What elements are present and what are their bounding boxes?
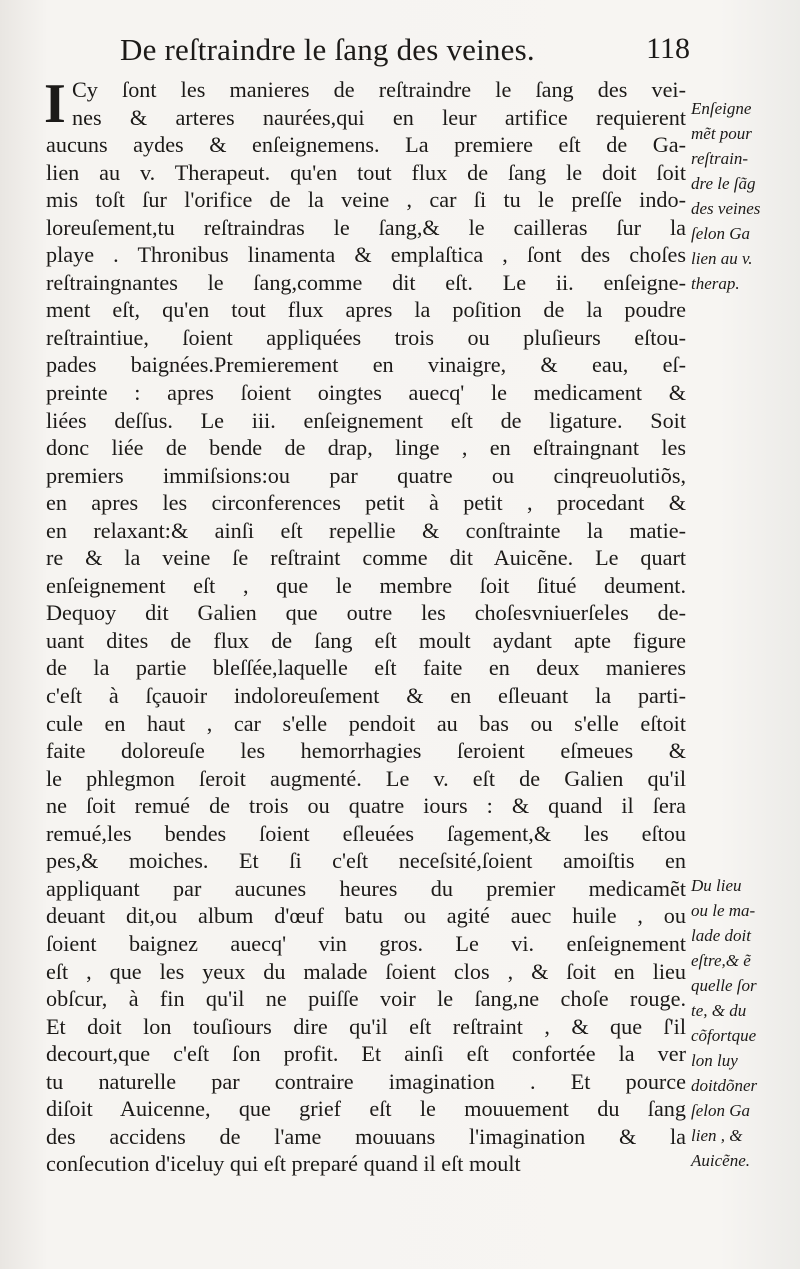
text-line: loreuſement,tu reſtraindras le ſang,& le cailleras ſur la	[46, 214, 686, 240]
text-line: aucuns aydes & enſeignemens. La premiere eſt de Ga-	[46, 132, 686, 158]
text-line: premiers immiſsions:ou par quatre ou cinqreuolutiõs,	[46, 462, 686, 488]
text-line: remué,les bendes ſoient eſleuées ſagement,& les eſtou	[46, 820, 686, 846]
text-line: donc liée de bende de drap, linge , en eſtraingnant les	[46, 435, 686, 461]
note-line: des veines	[691, 199, 761, 218]
note-line: lade doit	[691, 926, 751, 945]
text-line: ſoient baignez auecq' vin gros. Le vi. enſeignement	[46, 930, 686, 956]
text-line: liées deſſus. Le iii. enſeignement eſt de ligature. Soit	[46, 407, 686, 433]
note-line: dre le ſãg	[691, 174, 756, 193]
text-line: le phlegmon ſeroit augmenté. Le v. eſt de Galien qu'il	[46, 765, 686, 791]
text-line: de la partie bleſſée,laquelle eſt faite en deux manieres	[46, 655, 686, 681]
text-line: re & la veine ſe reſtraint comme dit Auicẽne. Le quart	[46, 545, 686, 571]
note-line: ſelon Ga	[691, 1101, 751, 1120]
note-line: quelle ſor	[691, 976, 757, 995]
text-line: mis toſt ſur l'orifice de la veine , car ſi tu le preſſe indo-	[46, 187, 686, 213]
text-line: reſtraintiue, ſoient appliquées trois ou pluſieurs eſtou-	[46, 324, 686, 350]
text-line: nes & arteres naurées,qui en leur artifice requierent	[72, 104, 686, 130]
note-line: mẽt pour	[691, 124, 752, 143]
text-line: lien au v. Therapeut. qu'en tout flux de ſang le doit ſoit	[46, 159, 686, 185]
page-header	[110, 28, 690, 70]
note-line: ſelon Ga	[691, 224, 751, 243]
text-line: conſecution d'iceluy qui eſt preparé quand il eſt moult	[46, 1151, 521, 1177]
text-line: cule en haut , car s'elle pendoit au bas ou s'elle eſtoit	[46, 710, 686, 736]
note-line: lien au v.	[691, 249, 753, 268]
text-line: tu naturelle par contraire imagination . Et pource	[46, 1068, 686, 1094]
note-line: therap.	[691, 274, 740, 293]
note-line: doitdõner	[691, 1076, 758, 1095]
note-line: Enſeigne	[691, 99, 752, 118]
text-line: diſoit Auicenne, que grief eſt le mouuement du ſang	[46, 1096, 686, 1122]
text-line: preinte : apres ſoient oingtes auecq' le medicament &	[46, 380, 686, 406]
note-line: lien , &	[691, 1126, 743, 1145]
text-line: eſt , que les yeux du malade ſoient clos , & ſoit en lieu	[46, 958, 686, 984]
margin-note-patient-place	[691, 873, 796, 1173]
note-line: cõfortque	[691, 1026, 757, 1045]
text-line: Dequoy dit Galien que outre les choſesvniuerſeles de-	[46, 600, 686, 626]
text-line: des accidens de l'ame mouuans l'imagination & la	[46, 1123, 686, 1149]
text-line: decourt,que c'eſt ſon profit. Et ainſi eſt confortée la ver	[46, 1041, 686, 1067]
note-line: Auicẽne.	[691, 1151, 750, 1170]
text-line: en relaxant:& ainſi eſt repellie & conſtrainte la matie-	[46, 517, 686, 543]
text-line: Et doit lon touſiours dire qu'il eſt reſtraint , & que ſ'il	[46, 1013, 686, 1039]
note-line: lon luy	[691, 1051, 738, 1070]
text-line: ment eſt, qu'en tout flux apres la poſition de la poudre	[46, 297, 686, 323]
text-line: deuant dit,ou album d'œuf batu ou agité auec huile , ou	[46, 903, 686, 929]
text-line: pes,& moiches. Et ſi c'eſt neceſsité,ſoient amoiſtis en	[46, 848, 686, 874]
note-line: Du lieu	[691, 876, 742, 895]
note-line: reſtrain-	[691, 149, 748, 168]
page-number: 118	[646, 32, 690, 65]
running-title: De reſtraindre le ſang des veines.	[120, 32, 535, 67]
text-line: uant dites de flux de ſang eſt moult aydant apte figure	[46, 627, 686, 653]
note-line: eſtre,& ẽ	[691, 951, 751, 970]
note-line: te, & du	[691, 1001, 747, 1020]
text-line: enſeignement eſt , que le membre ſoit ſitué deument.	[46, 572, 686, 598]
text-line: Cy ſont les manieres de reſtraindre le ſang des vei-	[72, 77, 686, 102]
text-line: obſcur, à fin qu'il ne puiſſe voir le ſang,ne choſe rouge.	[46, 986, 686, 1012]
margin-note-restraining	[691, 96, 796, 296]
text-line: ne ſoit remué de trois ou quatre iours : & quand il ſera	[46, 793, 686, 819]
note-line: ou le ma-	[691, 901, 756, 920]
drop-cap: I	[44, 73, 66, 135]
text-line: playe . Thronibus linamenta & emplaſtica , ſont des choſes	[46, 242, 686, 268]
main-text-block	[44, 73, 686, 1178]
text-line: faite doloreuſe les hemorrhagies ſeroient eſmeues &	[46, 738, 686, 764]
text-line: pades baignées.Premierement en vinaigre, & eau, eſ-	[46, 352, 686, 378]
text-line: en apres les circonferences petit à petit , procedant &	[46, 490, 686, 516]
text-line: c'eſt à ſçauoir indoloreuſement & en eſleuant la parti-	[46, 683, 686, 709]
text-line: appliquant par aucunes heures du premier medicamẽt	[46, 875, 686, 901]
text-line: reſtraingnantes le ſang,comme dit eſt. Le ii. enſeigne-	[46, 269, 686, 295]
